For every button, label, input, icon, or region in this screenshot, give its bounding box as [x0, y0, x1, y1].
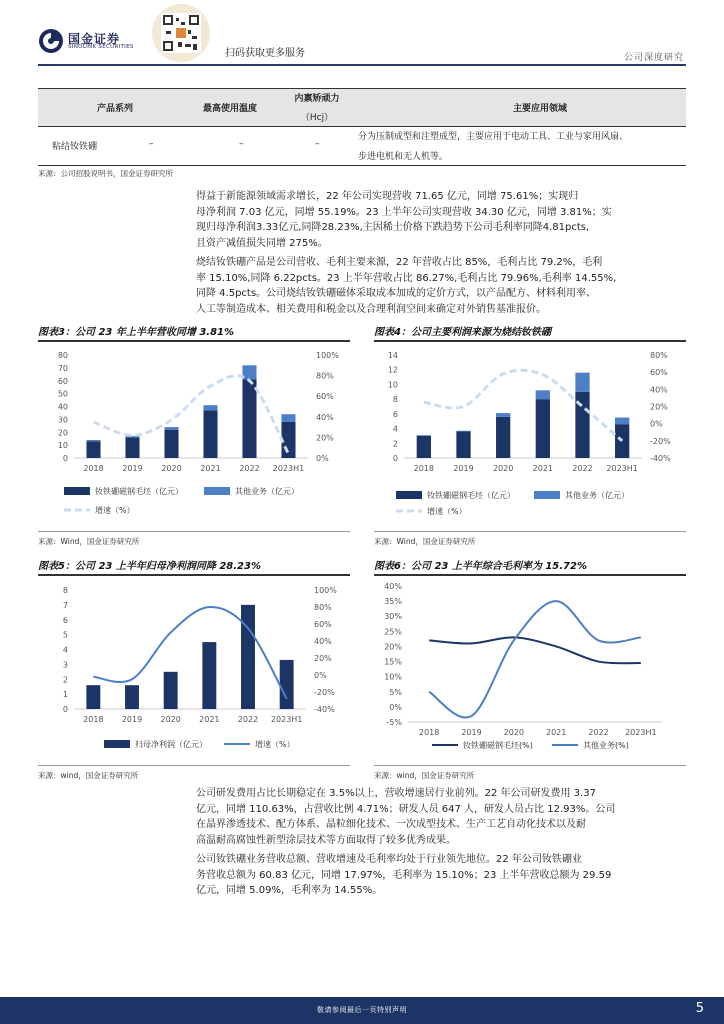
y-right-tick-label: -40% [314, 705, 335, 714]
figure5-source: 来源：wind，国金证券研究所 [38, 771, 139, 780]
bar-其他业务（亿元） [456, 431, 470, 432]
bar-其他业务（亿元） [164, 427, 178, 430]
y-left-tick-label: 70 [57, 363, 68, 373]
y-left-tick-label: 4 [392, 424, 398, 434]
bar-钕铁硼磁钢毛坯（亿元） [125, 437, 139, 458]
paragraph-sintered-ndfeb: 烧结钕铁硼产品是公司营收、毛利主要来源，22 年营收占比 85%，毛利占比 79.2%，毛利 率 15.10%,同降 6.22pcts。23 上半年营收占比 86.27%,毛利占比 79.96%,毛利率 14.55%, 同降 4.5pcts。公司烧结钕铁硼磁体采取成本加成的定价方式，以产品配方、材料利用率、 人工等制造成本、相关费用和税金以及合理利润空间来确定对外销售基准报价。 [196, 257, 617, 315]
y-right-tick-label: 80% [316, 371, 334, 381]
y-right-tick-label: 80% [650, 351, 668, 360]
x-tick-label: 2018 [83, 715, 104, 724]
y-right-tick-label: 100% [316, 351, 339, 360]
legend-swatch [64, 487, 90, 495]
header-divider [38, 64, 686, 66]
x-tick-label: 2022 [588, 728, 609, 737]
page-number: 5 [695, 1001, 704, 1016]
y-right-tick-label: -20% [650, 436, 671, 446]
bar-归母净利润（亿元） [241, 605, 255, 709]
x-tick-label: 2019 [453, 464, 474, 473]
legend-label: 其他业务(%) [583, 741, 629, 750]
table-header-apps: 主要应用领域 [512, 104, 567, 114]
qr-caption: 扫码获取更多服务 [225, 48, 305, 59]
logo-mark-icon [38, 28, 64, 54]
legend-swatch [204, 487, 230, 495]
figure4-title: 图表4：公司主要利润来源为烧结钕铁硼 [374, 327, 551, 338]
y-left-tick-label: 50 [57, 389, 68, 399]
bar-其他业务（亿元） [203, 405, 217, 410]
bar-其他业务（亿元） [242, 365, 256, 379]
x-tick-label: 2019 [121, 715, 143, 724]
y-left-tick-label: 5% [389, 687, 402, 697]
x-tick-label: 2021 [545, 728, 567, 737]
line-series [429, 637, 641, 663]
figure3-source: 来源：Wind，国金证券研究所 [38, 537, 140, 546]
bar-其他业务（亿元） [575, 373, 589, 392]
figure4-source: 来源：Wind，国金证券研究所 [374, 537, 476, 546]
y-left-tick-label: 0 [62, 454, 68, 463]
bar-其他业务（亿元） [281, 414, 295, 422]
x-tick-label: 2022 [237, 715, 259, 724]
legend-label: 增速（%） [255, 740, 295, 749]
y-right-tick-label: 0% [316, 454, 329, 463]
report-type: 公司深度研究 [623, 53, 684, 63]
x-tick-label: 2021 [532, 464, 554, 473]
bar-其他业务（亿元） [496, 413, 510, 417]
x-tick-label: 2020 [160, 715, 181, 724]
x-tick-label: 2018 [413, 464, 435, 473]
figure5-bottom-rule [38, 765, 350, 766]
bar-钕铁硼磁钢毛坯（亿元） [164, 430, 178, 458]
y-left-tick-label: 30 [57, 415, 68, 425]
y-left-tick-label: 0% [389, 702, 402, 712]
bar-钕铁硼磁钢毛坯（亿元） [615, 424, 629, 458]
y-right-tick-label: -20% [314, 688, 335, 697]
x-tick-label: 2022 [239, 464, 260, 473]
line-series [93, 607, 286, 699]
legend-label: 钕铁硼磁钢毛坯（亿元） [95, 487, 183, 496]
y-left-tick-label: 8 [62, 586, 68, 595]
legend-label: 钕铁硼磁钢毛坯（亿元） [427, 491, 515, 500]
paragraph-ndfeb-business: 公司钕铁硼业务营收总额、营收增速及毛利率均处于行业领先地位。22 年公司钕铁硼业 务营收总额为 60.83 亿元，同增 17.97%，毛利率为 15.10%；23 上半年营收总额为 29.59 亿元，同增 5.09%，毛利率为 14.55%。 [196, 854, 612, 897]
footer-disclaimer[interactable]: 敬请参阅最后一页特别声明 [317, 1006, 407, 1014]
y-left-tick-label: 40% [384, 582, 402, 591]
y-left-tick-label: 20 [57, 428, 68, 438]
x-tick-label: 2022 [572, 464, 593, 473]
y-left-tick-label: 4 [62, 645, 68, 655]
x-tick-label: 2021 [200, 464, 221, 473]
x-tick-label: 2020 [492, 464, 514, 473]
figure3-bottom-rule [38, 531, 350, 532]
y-left-tick-label: 0 [392, 454, 398, 463]
paragraph-rnd: 公司研发费用占比长期稳定在 3.5%以上，营收增速居行业前列。22 年公司研发费用 3.37 亿元，同增 110.63%，占营收比例 4.71%；研发人员 647 人，研发人员占比 12.93%。公司 在晶界渗透技术、配方体系、晶粒细化技术、一次成型技术、生产工艺自动化技术以及耐 高温耐高腐蚀性新型涂层技术等方面取得了较多优秀成果。 [196, 788, 616, 846]
table-cell-hcj-a: – [239, 139, 244, 149]
y-left-tick-label: 80 [57, 351, 68, 360]
figure3-chart [38, 343, 350, 525]
y-left-tick-label: 2 [62, 675, 68, 685]
table-header-hcj-unit: （Hcj） [300, 113, 334, 123]
y-right-tick-label: 60% [316, 392, 334, 402]
y-left-tick-label: 0 [62, 705, 68, 714]
table-cell-temp: – [149, 139, 154, 149]
y-right-tick-label: 20% [316, 433, 334, 443]
bar-钕铁硼磁钢毛坯（亿元） [417, 436, 431, 458]
figure4-chart [374, 343, 686, 525]
y-left-tick-label: 10 [387, 380, 398, 390]
x-tick-label: 2023H1 [270, 715, 303, 724]
y-left-tick-label: 5 [62, 630, 68, 640]
bar-归母净利润（亿元） [86, 685, 100, 709]
x-tick-label: 2021 [199, 715, 220, 724]
brand-name-en: SINOLINK SECURITIES [68, 44, 134, 50]
bar-钕铁硼磁钢毛坯（亿元） [242, 379, 256, 458]
y-left-tick-label: 15% [384, 657, 402, 667]
legend-label: 增速（%） [427, 507, 467, 516]
y-right-tick-label: 40% [314, 637, 332, 646]
table-source: 来源：公司招股说明书，国金证券研究所 [38, 169, 173, 178]
table-header-rule [38, 126, 686, 127]
figure3-title: 图表3：公司 23 年上半年营收同增 3.81% [38, 327, 235, 338]
x-tick-label: 2020 [161, 464, 182, 473]
legend-swatch [534, 491, 560, 499]
bar-钕铁硼磁钢毛坯（亿元） [496, 417, 510, 458]
y-left-tick-label: 14 [387, 351, 398, 360]
x-tick-label: 2018 [418, 728, 440, 737]
y-right-tick-label: 80% [314, 603, 332, 612]
y-left-tick-label: 12 [387, 365, 398, 375]
bar-归母净利润（亿元） [125, 685, 139, 709]
line-series [429, 601, 641, 717]
legend-label: 钕铁硼磁钢毛坯(%) [463, 741, 533, 750]
y-left-tick-label: 3 [62, 660, 68, 670]
legend-swatch [396, 491, 422, 499]
legend-label: 增速（%） [95, 506, 135, 515]
line-series [94, 376, 289, 454]
figure6-title-rule [374, 574, 686, 576]
y-left-tick-label: 8 [392, 395, 398, 405]
y-left-tick-label: 30% [384, 612, 402, 622]
table-header-hcj: 内禀矫顽力 [294, 94, 340, 104]
table-cell-hcj-b: – [315, 139, 320, 149]
figure6-source: 来源：wind，国金证券研究所 [374, 771, 475, 780]
figure6-chart [374, 578, 686, 756]
legend-label: 其他业务（亿元） [565, 491, 629, 500]
y-right-tick-label: 0% [650, 419, 663, 429]
figure6-title: 图表6：公司 23 上半年综合毛利率为 15.72% [374, 561, 587, 572]
bar-钕铁硼磁钢毛坯（亿元） [536, 399, 550, 458]
x-tick-label: 2023H1 [606, 464, 638, 473]
table-header-series: 产品系列 [96, 104, 133, 114]
y-left-tick-label: 2 [392, 439, 398, 449]
legend-label: 其他业务（亿元） [235, 487, 299, 496]
table-bottom-rule [38, 165, 686, 166]
legend-swatch [104, 740, 130, 748]
bar-钕铁硼磁钢毛坯（亿元） [203, 410, 217, 458]
bar-其他业务（亿元） [536, 390, 550, 399]
line-series [424, 370, 622, 441]
table-cell-apps-line2: 步进电机和无人机等。 [358, 152, 449, 162]
x-tick-label: 2018 [83, 464, 104, 473]
y-left-tick-label: 20% [384, 642, 402, 652]
qr-code-icon [152, 4, 210, 62]
y-left-tick-label: 10% [384, 672, 402, 682]
y-left-tick-label: 7 [62, 600, 68, 610]
legend-label: 归母净利润（亿元） [135, 740, 207, 749]
bar-归母净利润（亿元） [280, 660, 294, 709]
x-tick-label: 2020 [503, 728, 525, 737]
y-left-tick-label: 25% [384, 627, 402, 637]
paragraph-revenue: 得益于新能源领域需求增长，22 年公司实现营收 71.65 亿元，同增 75.61%；实现归 母净利润 7.03 亿元，同增 55.19%。23 上半年公司实现营收 34.30 亿元，同增 3.81%；实 现归母净利润3.33亿元,同降28.23%,主因稀土价格下跌趋势下公司毛利率同降4.81pcts, 且资产减值损失同增 275%。 [196, 191, 612, 249]
y-left-tick-label: 10 [57, 441, 68, 451]
qr-code-badge[interactable] [152, 4, 210, 62]
y-right-tick-label: 0% [314, 671, 327, 680]
y-right-tick-label: 100% [314, 586, 337, 595]
y-left-tick-label: 60 [57, 376, 68, 386]
figure4-title-rule [374, 340, 686, 342]
bar-归母净利润（亿元） [202, 642, 216, 709]
figure3-title-rule [38, 340, 350, 342]
bar-归母净利润（亿元） [164, 672, 178, 709]
y-right-tick-label: 40% [650, 385, 668, 395]
bar-其他业务（亿元） [615, 418, 629, 425]
bar-钕铁硼磁钢毛坯（亿元） [86, 441, 100, 458]
y-right-tick-label: 20% [314, 654, 332, 663]
figure4-bottom-rule [374, 531, 686, 532]
y-right-tick-label: -40% [650, 454, 671, 463]
y-right-tick-label: 60% [650, 368, 668, 378]
figure5-title-rule [38, 574, 350, 576]
table-cell-apps-line1: 分为压制成型和注塑成型，主要应用于电动工具、工业与家用风扇、 [358, 132, 629, 142]
y-left-tick-label: 1 [62, 690, 68, 700]
y-right-tick-label: 40% [316, 412, 334, 422]
figure6-bottom-rule [374, 765, 686, 766]
x-tick-label: 2023H1 [272, 464, 305, 473]
y-left-tick-label: 6 [392, 409, 398, 419]
y-left-tick-label: -5% [386, 718, 402, 727]
table-header-temp: 最高使用温度 [202, 104, 257, 114]
y-left-tick-label: 40 [57, 402, 68, 412]
x-tick-label: 2023H1 [625, 728, 657, 737]
x-tick-label: 2019 [461, 728, 482, 737]
figure5-chart [38, 578, 350, 756]
brand-name: 国金证券 [68, 32, 121, 46]
figure5-title: 图表5：公司 23 上半年归母净利润同降 28.23% [38, 561, 261, 572]
table-cell-series: 粘结钕铁硼 [52, 142, 98, 152]
y-left-tick-label: 35% [384, 597, 402, 607]
x-tick-label: 2019 [122, 464, 143, 473]
y-right-tick-label: 60% [314, 620, 332, 629]
company-logo [38, 28, 138, 56]
y-right-tick-label: 20% [650, 402, 668, 412]
bar-其他业务（亿元） [86, 440, 100, 441]
bar-其他业务（亿元） [417, 435, 431, 436]
bar-钕铁硼磁钢毛坯（亿元） [456, 432, 470, 458]
y-left-tick-label: 6 [62, 615, 68, 625]
table-top-rule [38, 88, 686, 89]
